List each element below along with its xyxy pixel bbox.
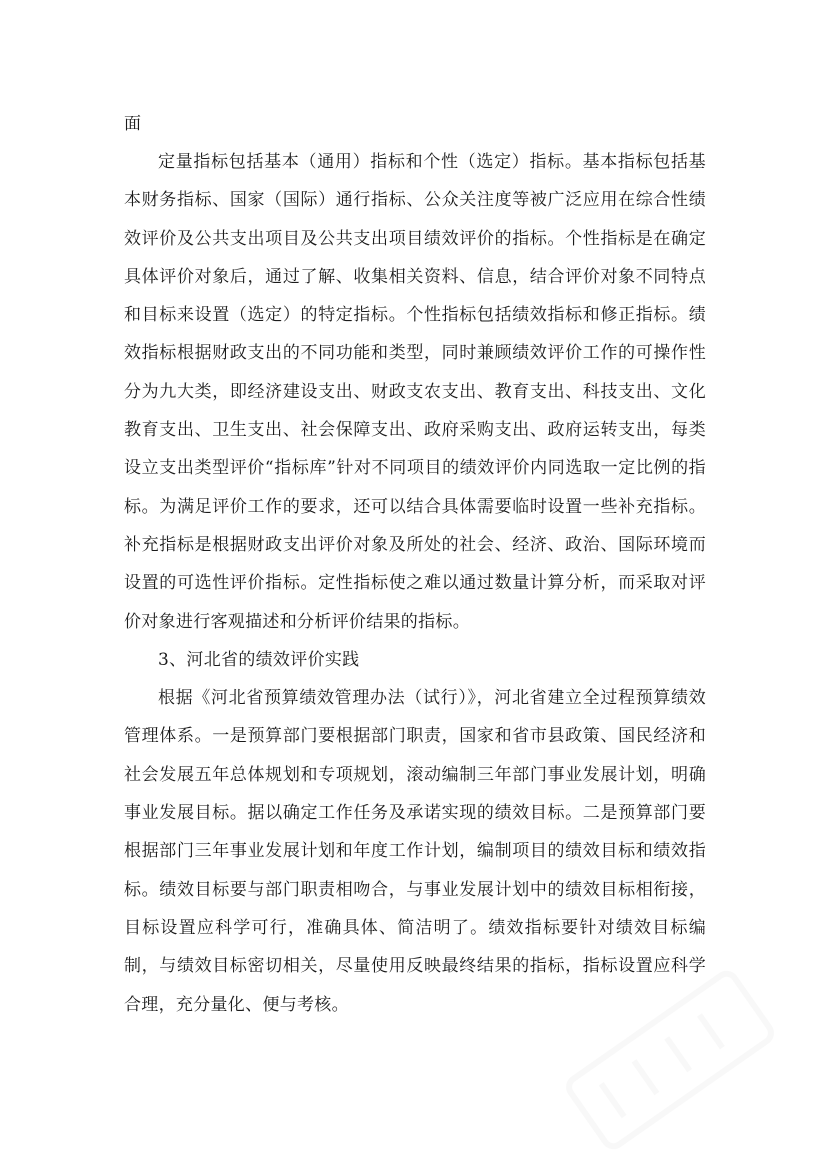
section-heading-hebei-practice: 3、河北省的绩效评价实践 <box>158 649 360 670</box>
main-text-body <box>124 143 706 1024</box>
paragraph-fragment: 面 <box>124 114 142 134</box>
paragraph-hebei-budget-management: 根据《河北省预算绩效管理办法（试行）》，河北省建立全过程预算绩效管理体系。一是预算部门要根据部门职责，国家和省市县政策、国民经济和社会发展五年总体规划和专项规划，滚动编制三年部门事业发展计划，明确事业发展目标。据以确定工作任务及承诺实现的绩效目标。二是预算部门要根据部门三年事业发展计划和年度工作计划，编制项目的绩效目标和绩效指标。绩效目标要与部门职责相吻合，与事业发展计划中的绩效目标相衔接，目标设置应科学可行，准确具体、简洁明了。绩效指标要针对绩效目标编制，与绩效目标密切相关，尽量使用反映最终结果的指标，指标设置应科学合理，充分量化、便与考核。 <box>124 688 706 1015</box>
page-continuation-fragment <box>124 105 706 143</box>
paragraph-quantitative-indicators: 定量指标包括基本（通用）指标和个性（选定）指标。基本指标包括基本财务指标、国家（国际）通行指标、公众关注度等被广泛应用在综合性绩效评价及公共支出项目及公共支出项目绩效评价的指标。个性指标是在确定具体评价对象后，通过了解、收集相关资料、信息，结合评价对象不同特点和目标来设置（选定）的特定指标。个性指标包括绩效指标和修正指标。绩效指标根据财政支出的不同功能和类型，同时兼顾绩效评价工作的可操作性分为九大类，即经济建设支出、财政支农支出、教育支出、科技支出、文化教育支出、卫生支出、社会保障支出、政府采购支出、政府运转支出，每类设立支出类型评价“指标库”针对不同项目的绩效评价内同选取一定比例的指标。为满足评价工作的要求，还可以结合具体需要临时设置一些补充指标。补充指标是根据财政支出评价对象及所处的社会、经济、政治、国际环境而设置的可选性评价指标。定性指标使之难以通过数量计算分析，而采取对评价对象进行客观描述和分析评价结果的指标。 <box>124 152 706 632</box>
